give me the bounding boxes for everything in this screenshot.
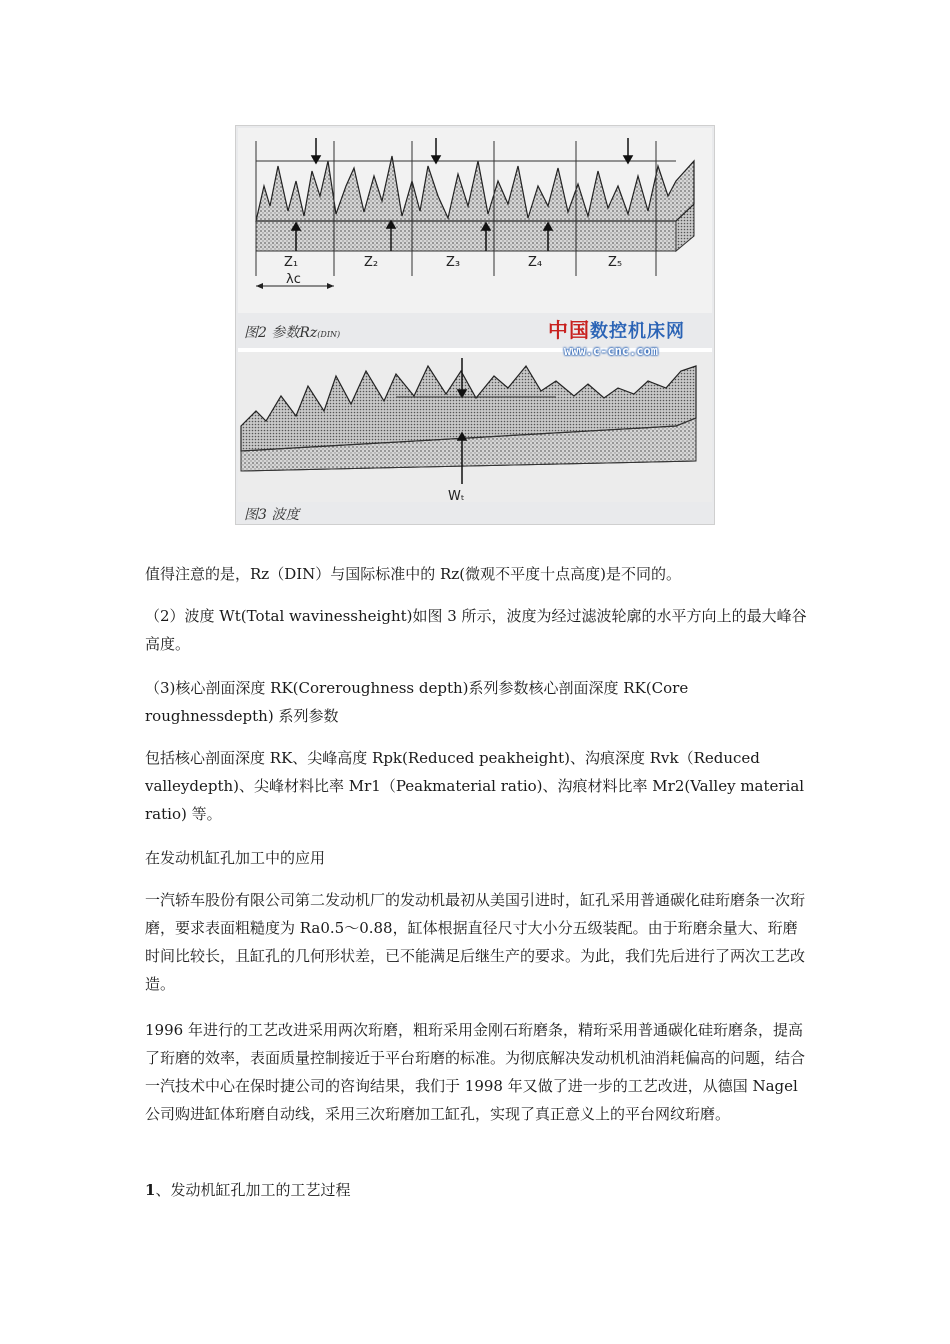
paragraph-5: 一汽轿车股份有限公司第二发动机厂的发动机最初从美国引进时，缸孔采用普通碳化硅珩磨条一次珩磨，要求表面粗糙度为 Ra0.5～0.88，缸体根据直径尺寸大小分五级装配。由于珩磨余量大、珩磨时间比较长，且缸孔的几何形状差，已不能满足后继生产的要求。为此，我们先后进行了两次工艺改造。 (145, 891, 806, 993)
fig3-caption: 图3 波度 (244, 507, 300, 523)
z3-label: Z₃ (446, 255, 461, 270)
z2-label: Z₂ (364, 255, 379, 270)
watermark-title: 中国数控机床网 (548, 318, 685, 342)
wt-label: Wₜ (448, 489, 465, 504)
watermark-url: www.c-cnc.com (564, 344, 658, 358)
section-title: 在发动机缸孔加工中的应用 (145, 849, 326, 867)
z5-label: Z₅ (608, 255, 623, 270)
paragraph-2: （2）波度 Wt(Total wavinessheight)如图 3 所示，波度为经过滤波轮廓的水平方向上的最大峰谷高度。 (145, 607, 807, 653)
paragraph-3: （3)核心剖面深度 RK(Coreroughness depth)系列参数核心剖面深度 RK(Core roughnessdepth) 系列参数 (145, 679, 689, 725)
heading-process (145, 1176, 810, 1204)
z4-label: Z₄ (528, 255, 543, 270)
paragraph-4: 包括核心剖面深度 RK、尖峰高度 Rpk(Reduced peakheight)、沟痕深度 Rvk（Reduced valleydepth)、尖峰材料比率 Mr1（Peakmaterial ratio)、沟痕材料比率 Mr2(Valley material ratio) 等。 (145, 749, 805, 823)
fig2-caption: 图2 参数Rz(DIN) (244, 325, 341, 341)
heading-number: 1 (145, 1181, 156, 1199)
heading-text: 、发动机缸孔加工的工艺过程 (155, 1181, 351, 1199)
paragraph-1: 值得注意的是，Rz（DIN）与国际标准中的 Rz(微观不平度十点高度)是不同的。 (145, 565, 681, 583)
z1-label: Z₁ (284, 255, 299, 270)
lambda-c-label: λc (286, 272, 301, 287)
figure-image (235, 125, 715, 525)
paragraph-6: 1996 年进行的工艺改进采用两次珩磨，粗珩采用金刚石珩磨条，精珩采用普通碳化硅珩磨条，提高了珩磨的效率，表面质量控制接近于平台珩磨的标准。为彻底解决发动机机油消耗偏高的问题，结合一汽技术中心在保时捷公司的咨询结果，我们于 1998 年又做了进一步的工艺改进，从德国 Nagel 公司购进缸体珩磨自动线，采用三次珩磨加工缸孔，实现了真正意义上的平台网纹珩磨。 (145, 1021, 806, 1123)
